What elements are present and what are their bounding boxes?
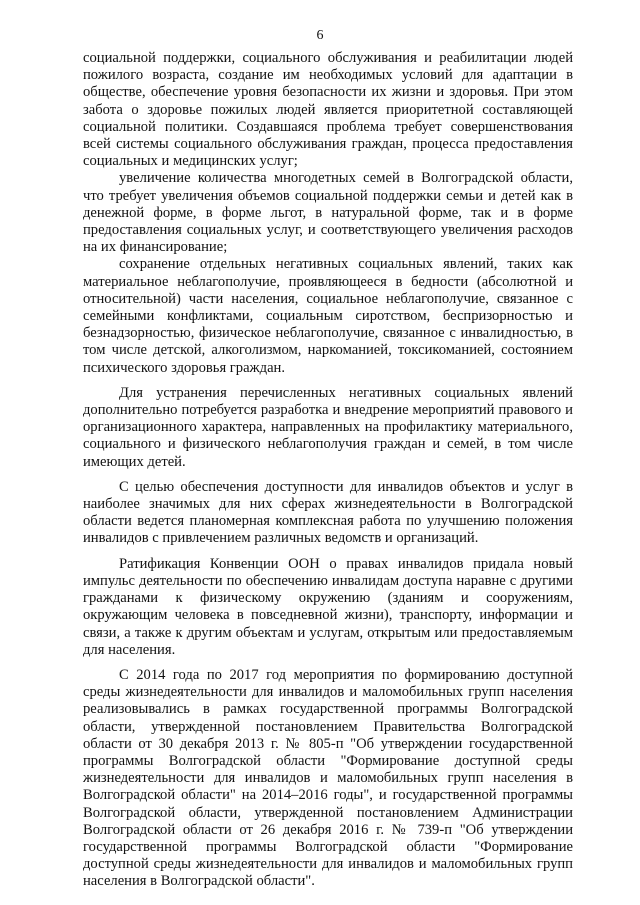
paragraph-social-support-elderly: социальной поддержки, социального обслуживания и реабилитации людей пожилого возраста, создание им необходимых условий для адаптации в обществе, обеспечение уровня безопасности их жизни и здоровья. При этом забота о здоровье пожилых людей является приоритетной составляющей социальной политики. Создавшаяся проблема требует совершенствования всей системы социального обслуживания граждан, процесса предоставления социальных и медицинских услуг; [83,50,573,170]
paragraph-un-convention: Ратификация Конвенции ООН о правах инвалидов придала новый импульс деятельности по обеспечению инвалидам доступа наравне с другими гражданами к физическому окружению (зданиям и сооружениям, окружающим человека в повседневной жизни), транспорту, информации и связи, а также к другим объектам и услугам, открытым или предоставляемым для населения. [83,555,573,658]
paragraph-large-families: увеличение количества многодетных семей в Волгоградской области, что требует увеличения объемов социальной поддержки семьи и детей как в денежной форме, в форме льгот, в натуральной форме, так и в форме предоставления социальных услуг, и соответствующего увеличения расходов на их финансирование; [83,170,573,256]
paragraph-elimination-measures: Для устранения перечисленных негативных социальных явлений дополнительно потребуется разработка и внедрение мероприятий правового и организационного характера, направленных на профилактику материального, социального и физического неблагополучия граждан и семей, в том числе имеющих детей. [83,384,573,470]
paragraph-negative-social-phenomena: сохранение отдельных негативных социальных явлений, таких как материальное неблагополучие, проявляющееся в бедности (абсолютной и относительной) части населения, социальное неблагополучие, связанное с семейными конфликтами, социальным сиротством, беспризорностью и безнадзорностью, физическое неблагополучие, связанное с инвалидностью, в том числе детской, алкоголизмом, наркоманией, токсикоманией, состоянием психического здоровья граждан. [83,256,573,376]
document-body [83,50,573,891]
paragraph-accessibility-objects: С целью обеспечения доступности для инвалидов объектов и услуг в наиболее значимых для них сферах жизнедеятельности в Волгоградской области ведется планомерная комплексная работа по улучшению положения инвалидов с привлечением различных ведомств и организаций. [83,478,573,547]
page-number: 6 [316,28,324,43]
paragraph-state-program-2014-2017: С 2014 года по 2017 год мероприятия по формированию доступной среды жизнедеятельности для инвалидов и маломобильных групп населения реализовывались в рамках государственной программы Волгоградской области, утвержденной постановлением Правительства Волгоградской области от 30 декабря 2013 г. № 805-п "Об утверждении государственной программы Волгоградской области "Формирование доступной среды жизнедеятельности для инвалидов и маломобильных групп населения в Волгоградской области" на 2014–2016 годы", и государственной программы Волгоградской области, утвержденной постановлением Администрации Волгоградской области от 26 декабря 2016 г. № 739-п "Об утверждении государственной программы Волгоградской области "Формирование доступной среды жизнедеятельности для инвалидов и маломобильных групп населения в Волгоградской области". [83,666,573,890]
